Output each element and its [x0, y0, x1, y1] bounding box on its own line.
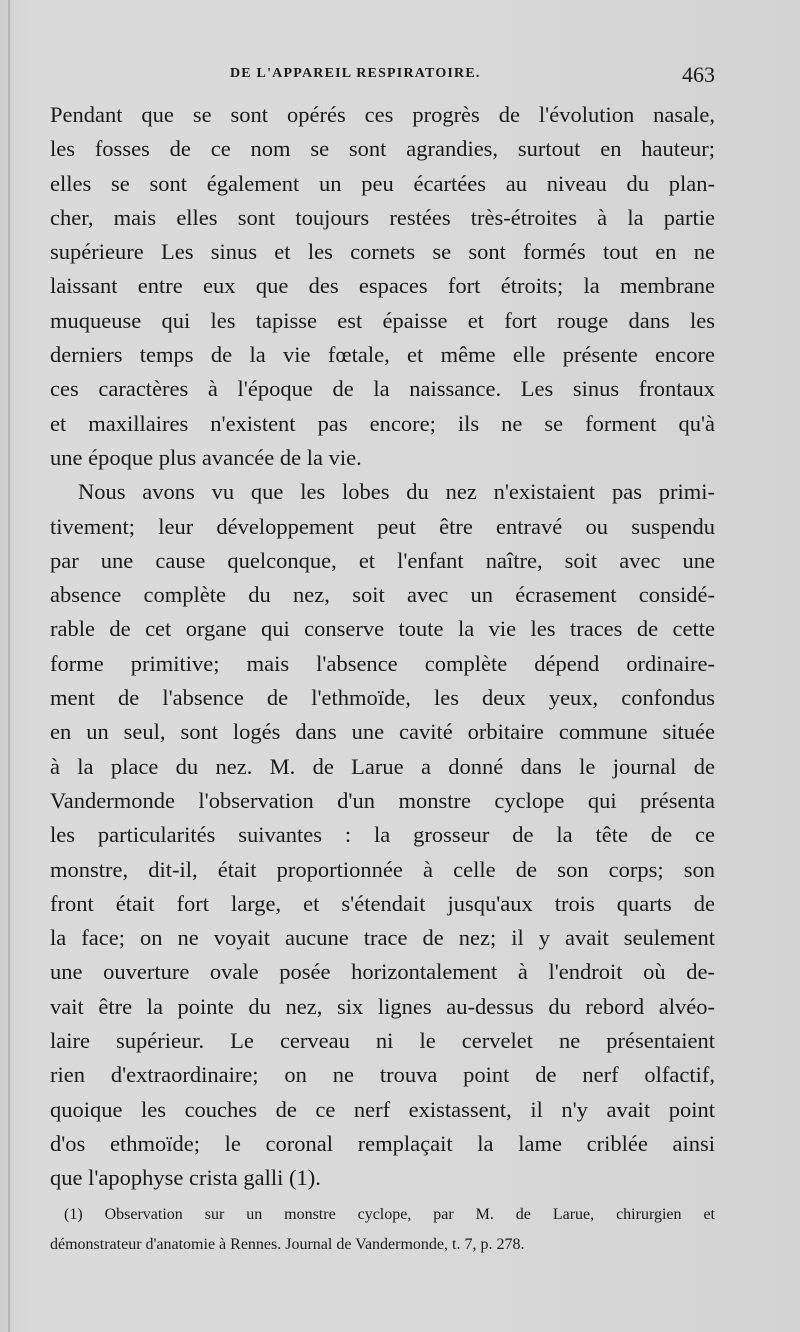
text-line: front était fort large, et s'étendait jusqu'aux trois quarts de — [50, 890, 715, 916]
text-line: par une cause quelconque, et l'enfant naître, soit avec une — [50, 547, 715, 573]
running-head — [50, 62, 715, 92]
text-line: quoique les couches de ce nerf existassent, il n'y avait point — [50, 1096, 715, 1122]
text-line: Pendant que se sont opérés ces progrès de l'évolution nasale, — [50, 102, 715, 127]
text-line: cher, mais elles sont toujours restées très-étroites à la partie — [50, 204, 715, 230]
text-line: rable de cet organe qui conserve toute la vie les traces de cette — [50, 616, 715, 642]
text-line: à la place du nez. M. de Larue a donné dans le journal de — [50, 753, 715, 779]
text-line: vait être la pointe du nez, six lignes au-dessus du rebord alvéo- — [50, 993, 715, 1019]
text-line: absence complète du nez, soit avec un écrasement considé- — [50, 582, 715, 608]
text-line: supérieure Les sinus et les cornets se sont formés tout en ne — [50, 239, 715, 265]
text-line: laissant entre eux que des espaces fort étroits; la membrane — [50, 273, 715, 299]
text-line: derniers temps de la vie fœtale, et même elle présente encore — [50, 342, 715, 368]
text-line: les fosses de ce nom se sont agrandies, surtout en hauteur; — [50, 136, 715, 162]
text-line: une époque plus avancée de la vie. — [50, 444, 362, 470]
text-line: en un seul, sont logés dans une cavité orbitaire commune située — [50, 719, 715, 745]
footnote-line: (1) Observation sur un monstre cyclope, par M. de Larue, chirurgien et — [64, 1206, 715, 1223]
footnote — [50, 1200, 715, 1260]
text-line: que l'apophyse crista galli (1). — [50, 1165, 321, 1191]
page-number: 463 — [682, 62, 715, 87]
running-title: DE L'APPAREIL RESPIRATOIRE. — [230, 66, 481, 81]
text-line: forme primitive; mais l'absence complète dépend ordinaire- — [50, 650, 715, 676]
text-line: d'os ethmoïde; le coronal remplaçait la lame criblée ainsi — [50, 1130, 715, 1156]
text-line: Nous avons vu que les lobes du nez n'existaient pas primi- — [78, 479, 715, 505]
text-line: et maxillaires n'existent pas encore; ils ne se forment qu'à — [50, 410, 715, 436]
text-line: la face; on ne voyait aucune trace de nez; il y avait seulement — [50, 925, 715, 951]
text-line: laire supérieur. Le cerveau ni le cervelet ne présentaient — [50, 1028, 715, 1054]
page-edge — [8, 0, 10, 1332]
body-text — [50, 98, 715, 1196]
text-line: elles se sont également un peu écartées au niveau du plan- — [50, 170, 715, 196]
text-line: monstre, dit-il, était proportionnée à celle de son corps; son — [50, 856, 715, 882]
text-line: une ouverture ovale posée horizontalement à l'endroit où de- — [50, 959, 715, 985]
text-line: Vandermonde l'observation d'un monstre cyclope qui présenta — [50, 787, 715, 813]
text-line: rien d'extraordinaire; on ne trouva point de nerf olfactif, — [50, 1062, 715, 1088]
text-line: ment de l'absence de l'ethmoïde, les deux yeux, confondus — [50, 685, 715, 711]
text-line: muqueuse qui les tapisse est épaisse et fort rouge dans les — [50, 307, 715, 333]
text-line: ces caractères à l'époque de la naissance. Les sinus frontaux — [50, 376, 715, 402]
footnote-line: démonstrateur d'anatomie à Rennes. Journal de Vandermonde, t. 7, p. 278. — [50, 1236, 525, 1253]
text-line: tivement; leur développement peut être entravé ou suspendu — [50, 513, 715, 539]
text-line: les particularités suivantes : la grosseur de la tête de ce — [50, 822, 715, 848]
